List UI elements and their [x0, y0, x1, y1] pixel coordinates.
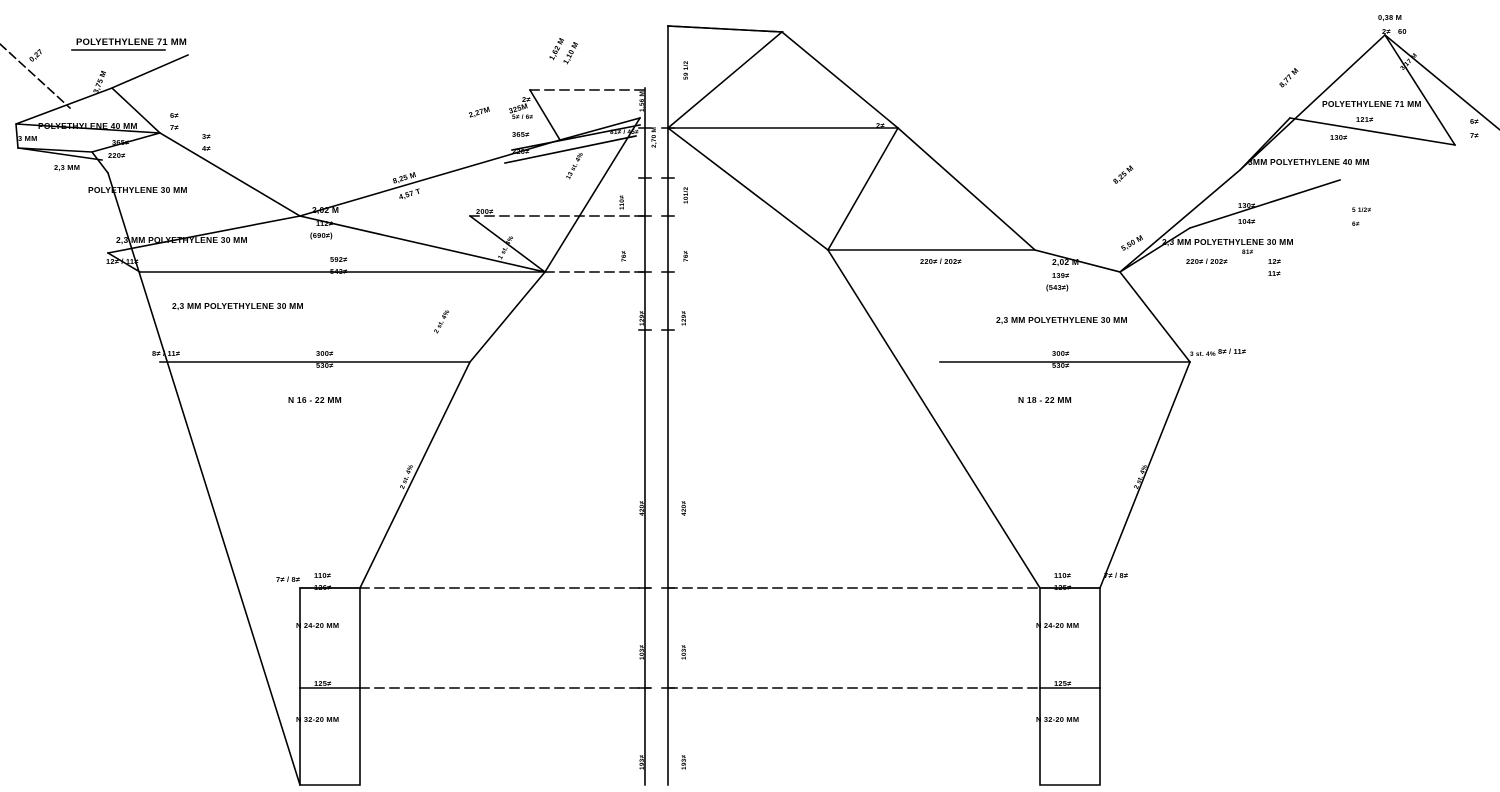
label-right-121: 121≠	[1356, 115, 1374, 124]
label-left-row-300-upper: 300≠	[316, 349, 334, 358]
label-left-365: 365≠	[112, 138, 130, 147]
label-left-diag-2: 2≠	[522, 95, 531, 104]
right-small-line-1	[1190, 180, 1340, 228]
label-left-poly40: POLYETHYLENE 40 MM	[38, 121, 138, 131]
label-right-row-300-lower: 530≠	[1052, 361, 1070, 370]
label-right-mat-23-30b: 2,3 MM POLYETHYLENE 30 MM	[996, 315, 1128, 325]
label-left-375m: 3,75 M	[91, 69, 109, 95]
right-wing-tip-edge	[1385, 35, 1500, 130]
left-diag-mid	[470, 272, 545, 362]
label-center-left-193: 193≠	[639, 754, 646, 770]
right-left-inner	[668, 128, 828, 250]
right-inner-diag	[898, 128, 1035, 250]
label-right-poly40: 3MM POLYETHYLENE 40 MM	[1248, 157, 1370, 167]
label-right-3st: 3 st. 4%	[1190, 351, 1216, 358]
label-center-left-420: 420≠	[639, 500, 646, 516]
label-left-mat-n32: N 32-20 MM	[296, 715, 340, 724]
label-left-diag-2st-b: 2 st. 4%	[399, 463, 416, 491]
label-right-top-mesh-a: 2≠	[876, 121, 885, 130]
label-left-mat-n24: N 24-20 MM	[296, 621, 340, 630]
right-wing-inner	[1385, 35, 1455, 145]
label-center-left-110: 110≠	[619, 195, 626, 210]
label-left-diag-1st: 1 st. 4%	[497, 234, 516, 261]
label-right-mesh-7: 7≠	[1470, 131, 1479, 140]
label-right-row-110-lower: 125≠	[1054, 583, 1072, 592]
label-left-diag-13st: 13 st. 4%	[565, 151, 586, 181]
label-right-row-202-lower: (543≠)	[1046, 283, 1069, 292]
label-left-mesh-4: 4≠	[202, 144, 211, 153]
label-left-row-202-right: 200≠	[476, 207, 494, 216]
label-right-mesh-6: 6≠	[1470, 117, 1479, 126]
label-left-row-202-upper: 112≠	[316, 219, 334, 228]
label-right-317m: 3,17 M	[1399, 52, 1419, 73]
label-right-row-202-length: 2,02 M	[1052, 257, 1080, 267]
right-small-line-2	[1120, 228, 1190, 272]
label-left-diag-220: 220≠	[512, 147, 530, 156]
label-right-130: 130≠	[1238, 201, 1256, 210]
label-right-877m: 8,77 M	[1277, 65, 1301, 90]
label-left-mat-2: 2,3 MM POLYETHYLENE 30 MM	[116, 235, 248, 245]
label-right-mesh-60: 60	[1398, 27, 1407, 36]
label-right-825m: 8,25 M	[1111, 163, 1136, 187]
label-right-11: 11≠	[1268, 269, 1281, 278]
label-center-right-103: 103≠	[681, 644, 688, 660]
right-upper-slope	[828, 128, 898, 250]
label-left-poly30: POLYETHYLENE 30 MM	[88, 185, 188, 195]
label-center-right-76: 76≠	[683, 250, 690, 262]
label-center-top-270: 2,70 M	[651, 126, 658, 148]
label-left-row-202-length: 2,02 M	[312, 205, 340, 215]
label-left-diag-110: 1,10 M	[561, 40, 581, 66]
label-left-diag-825: 8,25 M	[391, 169, 418, 186]
label-left-dashed-027: 0,27	[27, 46, 45, 64]
label-center-right-59: 59 1/2	[683, 60, 690, 80]
label-right-row-125: 125≠	[1054, 679, 1072, 688]
label-left-23mm: 2,3 MM	[54, 163, 81, 172]
label-center-right-420: 420≠	[681, 500, 688, 516]
left-edge-lower-ghost	[160, 362, 300, 785]
label-right-104: 104≠	[1238, 217, 1256, 226]
label-right-mesh-2: 2≠	[1382, 27, 1391, 36]
label-right-poly71: POLYETHYLENE 71 MM	[1322, 99, 1422, 109]
label-left-poly71: POLYETHYLENE 71 MM	[76, 37, 187, 48]
label-left-diag-325: 325M	[507, 101, 530, 116]
label-left-row-300-lower: 530≠	[316, 361, 334, 370]
label-right-row-202-left-upper: 220≠ / 202≠	[920, 257, 962, 266]
label-right-2st: 2 st. 4%	[1133, 463, 1150, 491]
label-left-3mm: 3 MM	[18, 134, 38, 143]
label-left-diag-8145: 81≠ / 45≠	[610, 129, 639, 136]
label-right-row-110-upper: 110≠	[1054, 571, 1072, 580]
label-left-mat-3: 2,3 MM POLYETHYLENE 30 MM	[172, 301, 304, 311]
label-right-row-300-side: 8≠ / 11≠	[1218, 347, 1247, 356]
right-top-edge	[782, 32, 898, 128]
label-left-mesh-6: 6≠	[170, 111, 179, 120]
label-left-diag-162: 1,62 M	[547, 36, 567, 62]
label-center-left-76: 76≠	[621, 250, 628, 262]
label-left-mesh-7: 7≠	[170, 123, 179, 132]
label-center-right-193: 193≠	[681, 754, 688, 770]
label-right-550m: 5,50 M	[1119, 233, 1145, 253]
label-right-038m: 0,38 M	[1378, 13, 1403, 22]
label-center-left-129: 129≠	[639, 310, 646, 326]
label-right-81: 81≠	[1242, 249, 1254, 256]
label-right-mat-n18: N 18 - 22 MM	[1018, 395, 1072, 405]
label-left-mesh-3: 3≠	[202, 132, 211, 141]
label-left-row-125: 125≠	[314, 679, 332, 688]
label-center-left-103: 103≠	[639, 644, 646, 660]
label-right-mat-n32: N 32-20 MM	[1036, 715, 1080, 724]
label-left-row-592-side: 12≠ / 11≠	[106, 257, 139, 266]
left-small-line-3	[530, 90, 560, 140]
label-right-row-202-upper: 139≠	[1052, 271, 1070, 280]
label-left-row-202-lower: (690≠)	[310, 231, 333, 240]
label-right-row-300-upper: 300≠	[1052, 349, 1070, 358]
label-left-diag-2st-a: 2 st. 4%	[433, 308, 452, 335]
label-left-row-300-side: 8≠ / 11≠	[152, 349, 181, 358]
label-right-512: 5 1/2≠	[1352, 207, 1372, 214]
label-center-right-129: 129≠	[681, 310, 688, 326]
label-left-row-110-lower: 126≠	[314, 583, 332, 592]
label-left-diag-365: 365≠	[512, 130, 530, 139]
left-diag-low	[360, 362, 470, 588]
label-left-mat-n16: N 16 - 22 MM	[288, 395, 342, 405]
label-left-diag-457: 4,57 T	[397, 186, 422, 202]
label-right-mat-n24: N 24-20 MM	[1036, 621, 1080, 630]
right-diag-mid	[1120, 272, 1190, 362]
right-inner-left-line	[828, 250, 1040, 588]
label-left-row-592-upper: 592≠	[330, 255, 348, 264]
label-right-mat-23-30: 2,3 MM POLYETHYLENE 30 MM	[1162, 237, 1294, 247]
label-center-top-156: 1,56 M	[639, 90, 646, 112]
left-wing-step	[92, 152, 108, 173]
label-left-row-110-side: 7≠ / 8≠	[276, 575, 301, 584]
left-top-inner	[160, 133, 300, 216]
label-left-row-592-lower: 543≠	[330, 267, 348, 276]
label-right-6: 6≠	[1352, 221, 1360, 228]
label-left-diag-227: 2,27M	[467, 104, 492, 120]
label-right-row-110-side: 7≠ / 8≠	[1104, 571, 1129, 580]
label-left-row-110-upper: 110≠	[314, 571, 332, 580]
right-apex-line	[668, 26, 782, 32]
label-left-220: 220≠	[108, 151, 126, 160]
label-left-diag-56: 5≠ / 6≠	[512, 114, 534, 121]
label-right-row-202-right: 220≠ / 202≠	[1186, 257, 1228, 266]
label-center-right-1012: 101/2	[683, 186, 690, 204]
label-right-130-top: 130≠	[1330, 133, 1348, 142]
left-wing-upper-edge	[112, 55, 188, 88]
label-right-12: 12≠	[1268, 257, 1282, 266]
